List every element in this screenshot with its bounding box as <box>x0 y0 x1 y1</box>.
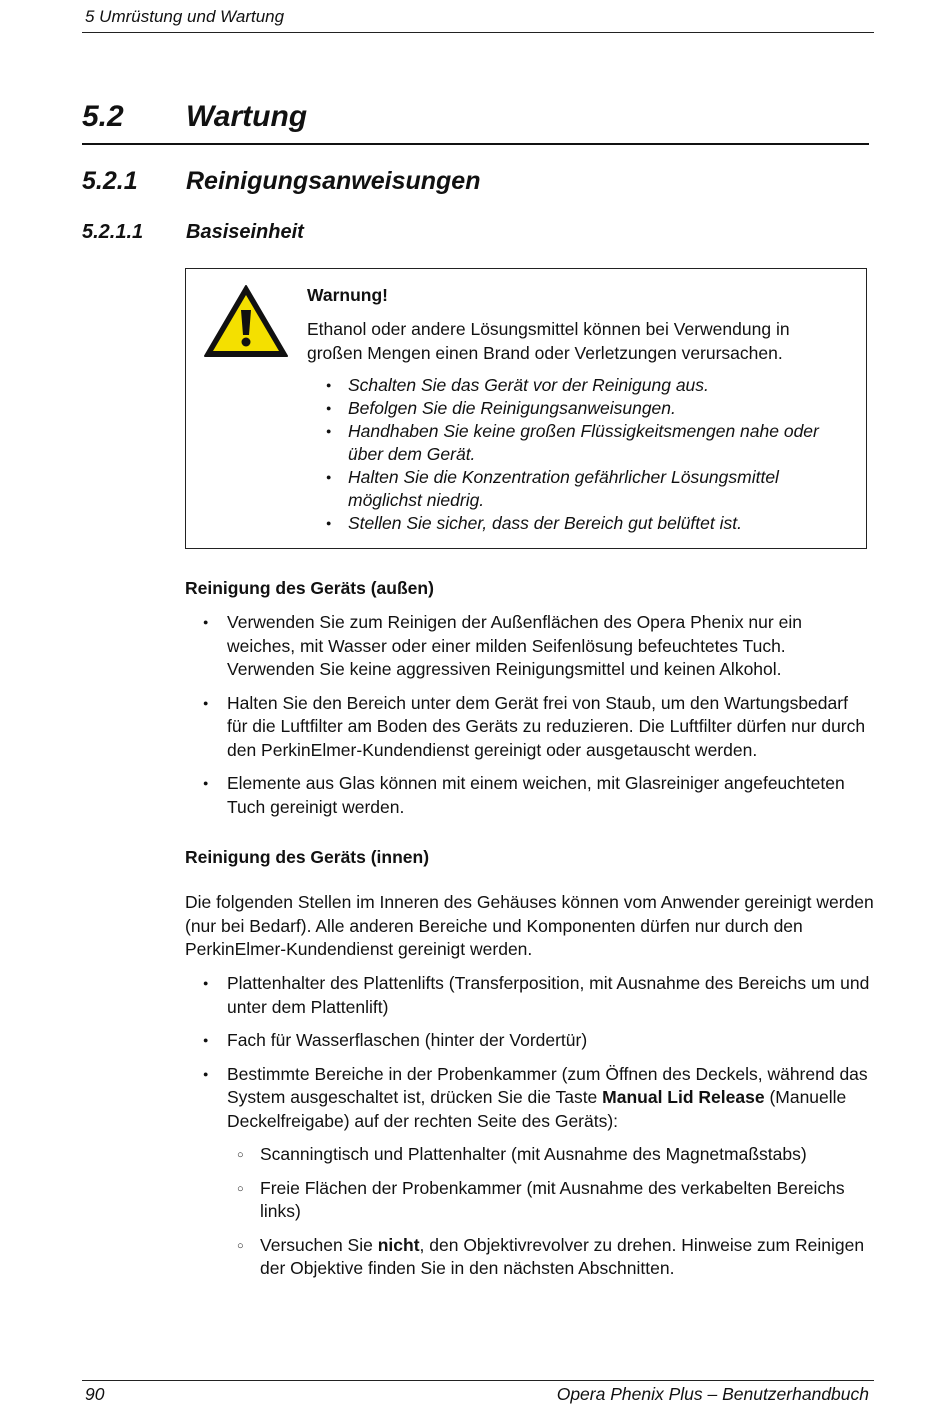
button-name-text: Manual Lid Release <box>602 1087 765 1107</box>
sub-list-item: ○ Freie Flächen der Probenkammer (mit Ausnahme des verkabelten Bereichs links) <box>227 1177 873 1224</box>
item-text: (Manuelle Deckelfreigabe) auf der rechten Seite des Geräts): <box>227 1087 847 1131</box>
footer-title: Opera Phenix Plus – Benutzerhandbuch <box>556 1384 869 1404</box>
section-heading-wartung <box>82 100 307 134</box>
warning-item: ● Schalten Sie das Gerät vor der Reinigung aus. <box>326 374 846 397</box>
section-title: Wartung <box>186 100 308 133</box>
subsubsection-title: Basiseinheit <box>186 221 304 243</box>
warning-item: ● Stellen Sie sicher, dass der Bereich gut belüftet ist. <box>326 512 846 535</box>
item-text: Versuchen Sie <box>260 1234 378 1255</box>
warning-triangle-icon <box>202 283 290 359</box>
subsection-title: Reinigungsanweisungen <box>186 167 481 195</box>
list-item: ● Verwenden Sie zum Reinigen der Außenflächen des Opera Phenix nur ein weiches, mit Wasser oder einer milden Seifenlösung befeuchtetes Tuch. Verwenden Sie keine aggressiven Reinigungsmittel und keinen Alkohol. <box>203 611 873 682</box>
inside-cleaning-list <box>203 972 873 1291</box>
sub-list-item <box>227 1234 873 1281</box>
list-item <box>203 1063 873 1281</box>
item-text: Bestimmte Bereiche in der Probenkammer (zum Öffnen des Deckels, während das System ausgeschaltet ist, drücken Sie die Taste <box>227 1063 868 1107</box>
list-item: ● Plattenhalter des Plattenlifts (Transferposition, mit Ausnahme des Bereichs um und unter dem Plattenlift) <box>203 972 873 1019</box>
header-divider <box>82 32 874 33</box>
warning-item: ● Handhaben Sie keine großen Flüssigkeitsmengen nahe oder über dem Gerät. <box>326 420 846 466</box>
section-rule <box>82 143 869 145</box>
sub-list-item: ○ Scanningtisch und Plattenhalter (mit Ausnahme des Magnetmaßstabs) <box>227 1143 873 1167</box>
warning-text: Ethanol oder andere Lösungsmittel können bei Verwendung in großen Mengen einen Brand oder Verletzungen verursachen. <box>307 319 790 363</box>
running-header: 5 Umrüstung und Wartung <box>85 7 285 26</box>
warning-item: ● Halten Sie die Konzentration gefährlicher Lösungsmittel möglichst niedrig. <box>326 466 846 512</box>
inside-cleaning-heading: Reinigung des Geräts (innen) <box>185 847 430 867</box>
list-item: ● Halten Sie den Bereich unter dem Gerät frei von Staub, um den Wartungsbedarf für die Luftfilter am Boden des Geräts zu reduzieren. Die Luftfilter dürfen nur durch den PerkinElmer-Kundendienst gereinigt oder ausgetauscht werden. <box>203 692 873 763</box>
outside-cleaning-heading: Reinigung des Geräts (außen) <box>185 578 434 598</box>
outside-cleaning-list <box>203 611 873 829</box>
list-item: ● Elemente aus Glas können mit einem weichen, mit Glasreiniger angefeuchteten Tuch gereinigt werden. <box>203 772 873 819</box>
warning-list <box>326 374 846 535</box>
item-text: , den Objektivrevolver zu drehen. Hinweise zum Reinigen der Objektive finden Sie in den nächsten Abschnitten. <box>260 1234 865 1278</box>
sub-list <box>227 1143 873 1281</box>
subsection-number: 5.2.1 <box>82 167 138 195</box>
emphasis-text: nicht <box>377 1234 420 1255</box>
page-number: 90 <box>85 1384 105 1404</box>
warning-title: Warnung! <box>307 285 388 305</box>
subsection-heading <box>82 167 480 196</box>
subsubsection-heading <box>82 221 304 244</box>
inside-intro-paragraph: Die folgenden Stellen im Inneren des Gehäuses können vom Anwender gereinigt werden (nur bei Bedarf). Alle anderen Bereiche und Komponenten dürfen nur durch den PerkinElmer-Kundendienst gereinigt werden. <box>185 892 874 959</box>
footer-divider <box>82 1380 874 1381</box>
section-number: 5.2 <box>82 100 124 133</box>
warning-item: ● Befolgen Sie die Reinigungsanweisungen. <box>326 397 846 420</box>
subsubsection-number: 5.2.1.1 <box>82 221 144 243</box>
list-item: ● Fach für Wasserflaschen (hinter der Vordertür) <box>203 1029 873 1053</box>
warning-box <box>185 268 867 549</box>
